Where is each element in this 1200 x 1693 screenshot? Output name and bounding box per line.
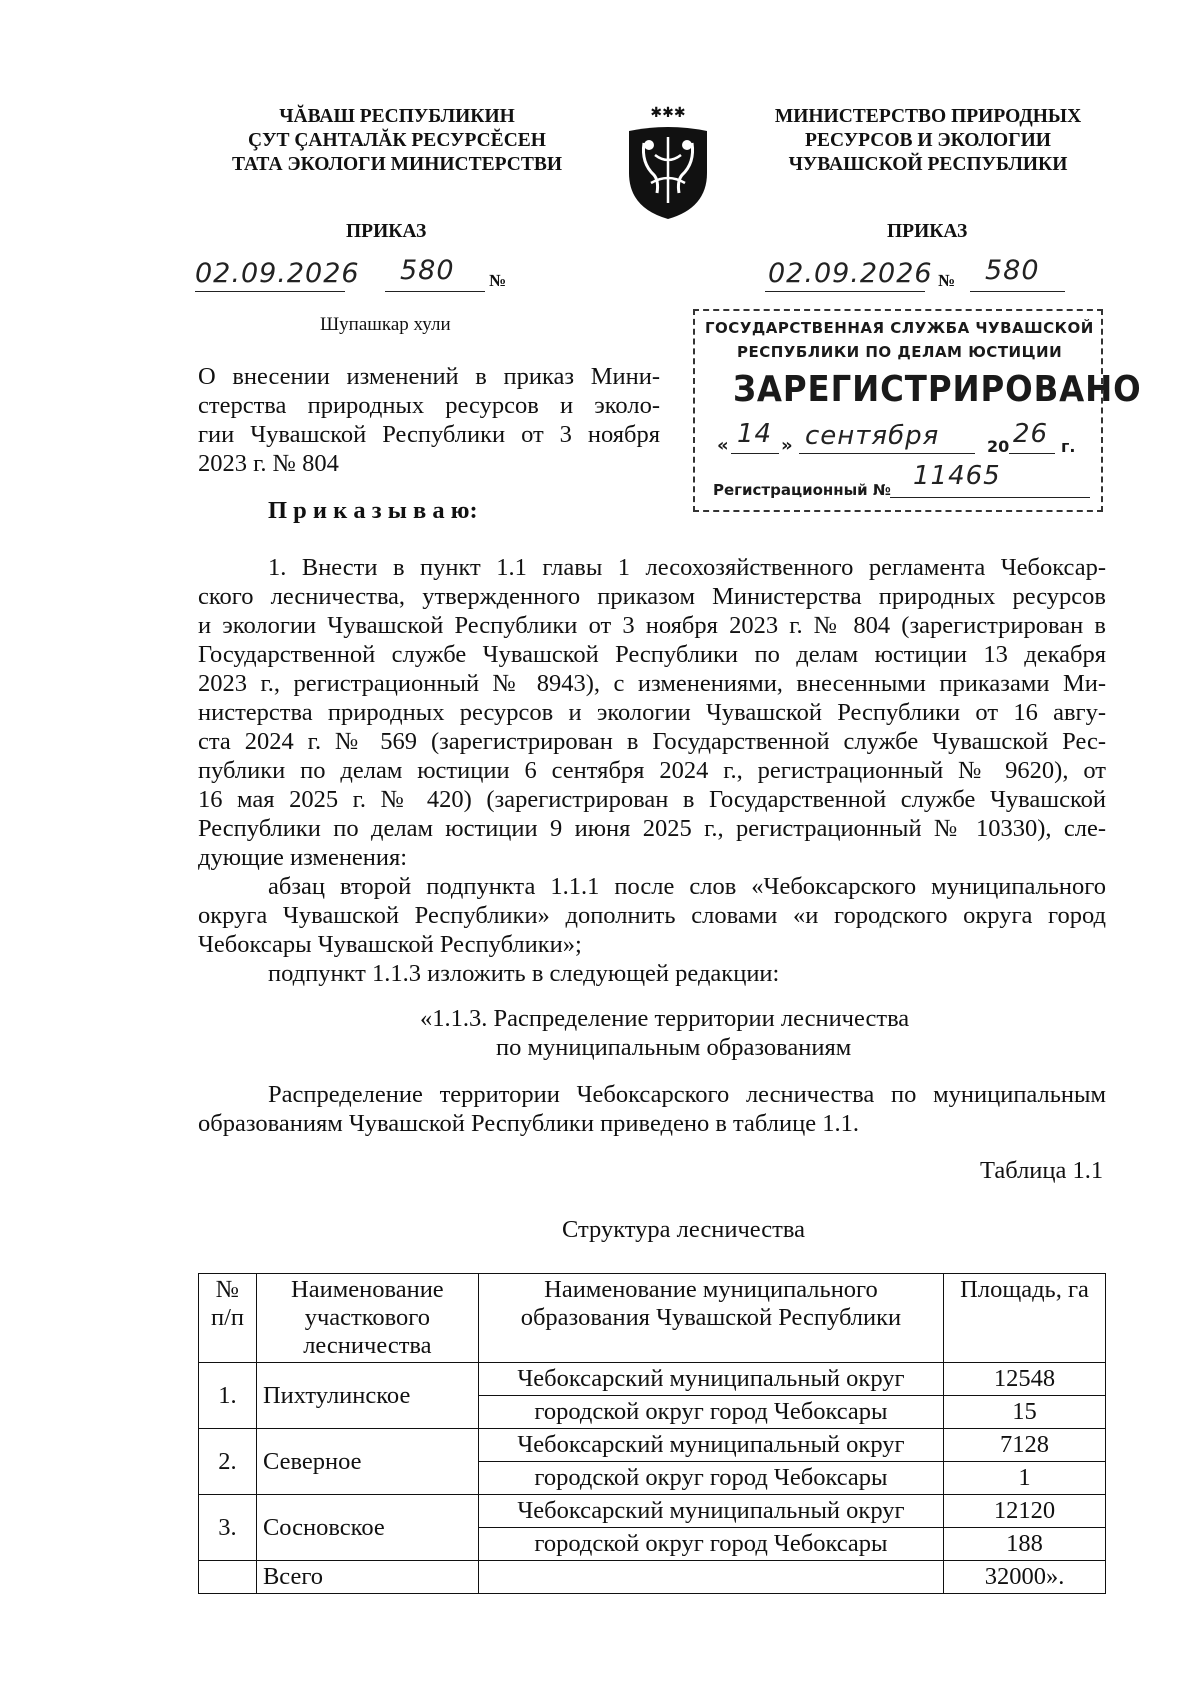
row-municipality: городской округ город Чебоксары	[478, 1396, 943, 1429]
row-municipality: городской округ город Чебоксары	[478, 1462, 943, 1495]
stamp-line-1: ГОСУДАРСТВЕННАЯ СЛУЖБА ЧУВАШСКОЙ	[705, 319, 1094, 337]
para-line: ста 2024 г. № 569 (зарегистрирован в Государственной службе Чувашской Рес-	[198, 728, 1106, 755]
para-line: дующие изменения:	[198, 844, 408, 871]
forestry-structure-table	[198, 1273, 1106, 1594]
para-line: округа Чувашской Республики» дополнить словами «и городского округа город	[198, 902, 1106, 929]
row-area: 15	[944, 1396, 1106, 1429]
row-area: 188	[944, 1528, 1106, 1561]
row-area: 1	[944, 1462, 1106, 1495]
row-forestry: Сосновское	[256, 1495, 478, 1561]
stamp-year-suffix: 26	[1013, 419, 1049, 449]
header-area: Площадь, га	[944, 1274, 1106, 1363]
para-line: Государственной службе Чувашской Республики по делам юстиции 13 декабря	[198, 641, 1106, 668]
row-municipality: Чебоксарский муниципальный округ	[478, 1495, 943, 1528]
subject-line: О внесении изменений в приказ Мини-	[198, 363, 660, 390]
stamp-quote-close: »	[781, 435, 793, 456]
row-area: 7128	[944, 1429, 1106, 1462]
section-title-line: «1.1.3. Распределение территории лесничества	[420, 1005, 910, 1032]
row-area: 12120	[944, 1495, 1106, 1528]
table-header-row	[199, 1274, 1106, 1363]
header-num: № п/п	[199, 1274, 257, 1363]
stamp-underline	[731, 453, 779, 454]
para-line: Распределение территории Чебоксарского лесничества по муниципальным	[268, 1081, 1106, 1108]
section-title	[420, 1004, 909, 1062]
order-subject	[198, 362, 660, 478]
stamp-reg-label: Регистрационный №	[713, 481, 891, 499]
para-line: публики по делам юстиции 6 сентября 2024 г., регистрационный № 9620), от	[198, 757, 1106, 784]
table-row	[199, 1429, 1106, 1462]
ministry-name-chuvash	[232, 105, 562, 177]
chuvash-emblem-icon	[619, 103, 717, 221]
number-underline	[385, 291, 485, 292]
order-date-right: 02.09.2026	[768, 258, 933, 289]
stamp-year-prefix: 20	[987, 437, 1010, 456]
table-label: Таблица 1.1	[980, 1157, 1104, 1184]
para-line: и экологии Чувашской Республики от 3 ноября 2023 г. № 804 (зарегистрирован в	[198, 612, 1106, 639]
total-value: 32000».	[944, 1561, 1106, 1594]
para-line: 1. Внести в пункт 1.1 главы 1 лесохозяйственного регламента Чебоксар-	[268, 554, 1106, 581]
table-caption: Структура лесничества	[562, 1216, 805, 1243]
order-number-left: 580	[400, 255, 455, 286]
stamp-day: 14	[737, 419, 773, 449]
row-area: 12548	[944, 1363, 1106, 1396]
header-right-line: ЧУВАШСКОЙ РЕСПУБЛИКИ	[788, 154, 1068, 175]
stamp-reg-number: 11465	[913, 461, 1001, 491]
para-line: образованиям Чувашской Республики приведено в таблице 1.1.	[198, 1110, 859, 1137]
stamp-underline	[890, 497, 1090, 498]
order-title-left: ПРИКАЗ	[346, 221, 427, 242]
para-line: нистерства природных ресурсов и экологии Чувашской Республики от 16 авгу-	[198, 699, 1106, 726]
row-num: 1.	[199, 1363, 257, 1429]
para-line: Чебоксары Чувашской Республики»;	[198, 931, 582, 958]
header-left-line: ЧĂВАШ РЕСПУБЛИКИН	[279, 106, 515, 127]
row-forestry: Пихтулинское	[256, 1363, 478, 1429]
header-right-line: РЕСУРСОВ И ЭКОЛОГИИ	[805, 130, 1051, 151]
subject-line: гии Чувашской Республики от 3 ноября	[198, 421, 660, 448]
header-left-line: ТАТА ЭКОЛОГИ МИНИСТЕРСТВИ	[232, 154, 563, 175]
number-sign-right: №	[938, 271, 956, 290]
stamp-registered: ЗАРЕГИСТРИРОВАНО	[733, 369, 1142, 410]
para-line: 16 мая 2025 г. № 420) (зарегистрирован в Государственной службе Чувашской	[198, 786, 1106, 813]
paragraph-1	[198, 553, 1106, 872]
header-left-line: ÇУТ ÇАНТАЛĂК РЕСУРСĔСЕН	[248, 130, 546, 151]
stamp-line-2: РЕСПУБЛИКИ ПО ДЕЛАМ ЮСТИЦИИ	[737, 343, 1063, 361]
paragraph-3: подпункт 1.1.3 изложить в следующей редакции:	[268, 960, 780, 987]
city-name: Шупашкар хули	[320, 314, 451, 335]
row-num: 3.	[199, 1495, 257, 1561]
row-municipality: Чебоксарский муниципальный округ	[478, 1363, 943, 1396]
svg-text:✱✱✱: ✱✱✱	[650, 105, 686, 121]
number-underline	[970, 291, 1065, 292]
stamp-month: сентября	[805, 421, 940, 451]
paragraph-4	[198, 1080, 1106, 1138]
number-sign-left: №	[489, 271, 507, 290]
stamp-year-unit: г.	[1061, 437, 1076, 456]
stamp-underline	[799, 453, 975, 454]
table-total-row	[199, 1561, 1106, 1594]
date-underline	[195, 291, 345, 292]
total-empty-cell	[199, 1561, 257, 1594]
table-row	[199, 1363, 1106, 1396]
stamp-underline	[1009, 453, 1055, 454]
para-line: 2023 г., регистрационный № 8943), с изменениями, внесенными приказами Ми-	[198, 670, 1106, 697]
order-word: П р и к а з ы в а ю:	[268, 497, 478, 524]
subject-line: стерства природных ресурсов и эколо-	[198, 392, 660, 419]
total-empty-cell	[478, 1561, 943, 1594]
row-forestry: Северное	[256, 1429, 478, 1495]
row-num: 2.	[199, 1429, 257, 1495]
section-title-line: по муниципальным образованиям	[496, 1034, 852, 1061]
table-row	[199, 1495, 1106, 1528]
header-municipality: Наименование муниципального образования Чувашской Республики	[478, 1274, 943, 1363]
row-municipality: городской округ город Чебоксары	[478, 1528, 943, 1561]
date-underline	[765, 291, 925, 292]
registration-stamp	[693, 309, 1142, 512]
header-forestry: Наименование участкового лесничества	[256, 1274, 478, 1363]
order-number-right: 580	[985, 255, 1040, 286]
paragraph-2	[198, 872, 1106, 959]
total-label: Всего	[256, 1561, 478, 1594]
order-date-left: 02.09.2026	[195, 258, 360, 289]
row-municipality: Чебоксарский муниципальный округ	[478, 1429, 943, 1462]
header-right-line: МИНИСТЕРСТВО ПРИРОДНЫХ	[774, 106, 1082, 127]
subject-line: 2023 г. № 804	[198, 450, 339, 477]
para-line: Республики по делам юстиции 9 июня 2025 г., регистрационный № 10330), сле-	[198, 815, 1106, 842]
para-line: ского лесничества, утвержденного приказом Министерства природных ресурсов	[198, 583, 1106, 610]
ministry-name-russian	[763, 105, 1093, 177]
para-line: абзац второй подпункта 1.1.1 после слов «Чебоксарского муниципального	[268, 873, 1106, 900]
order-title-right: ПРИКАЗ	[887, 221, 968, 242]
stamp-quote-open: «	[717, 435, 729, 456]
